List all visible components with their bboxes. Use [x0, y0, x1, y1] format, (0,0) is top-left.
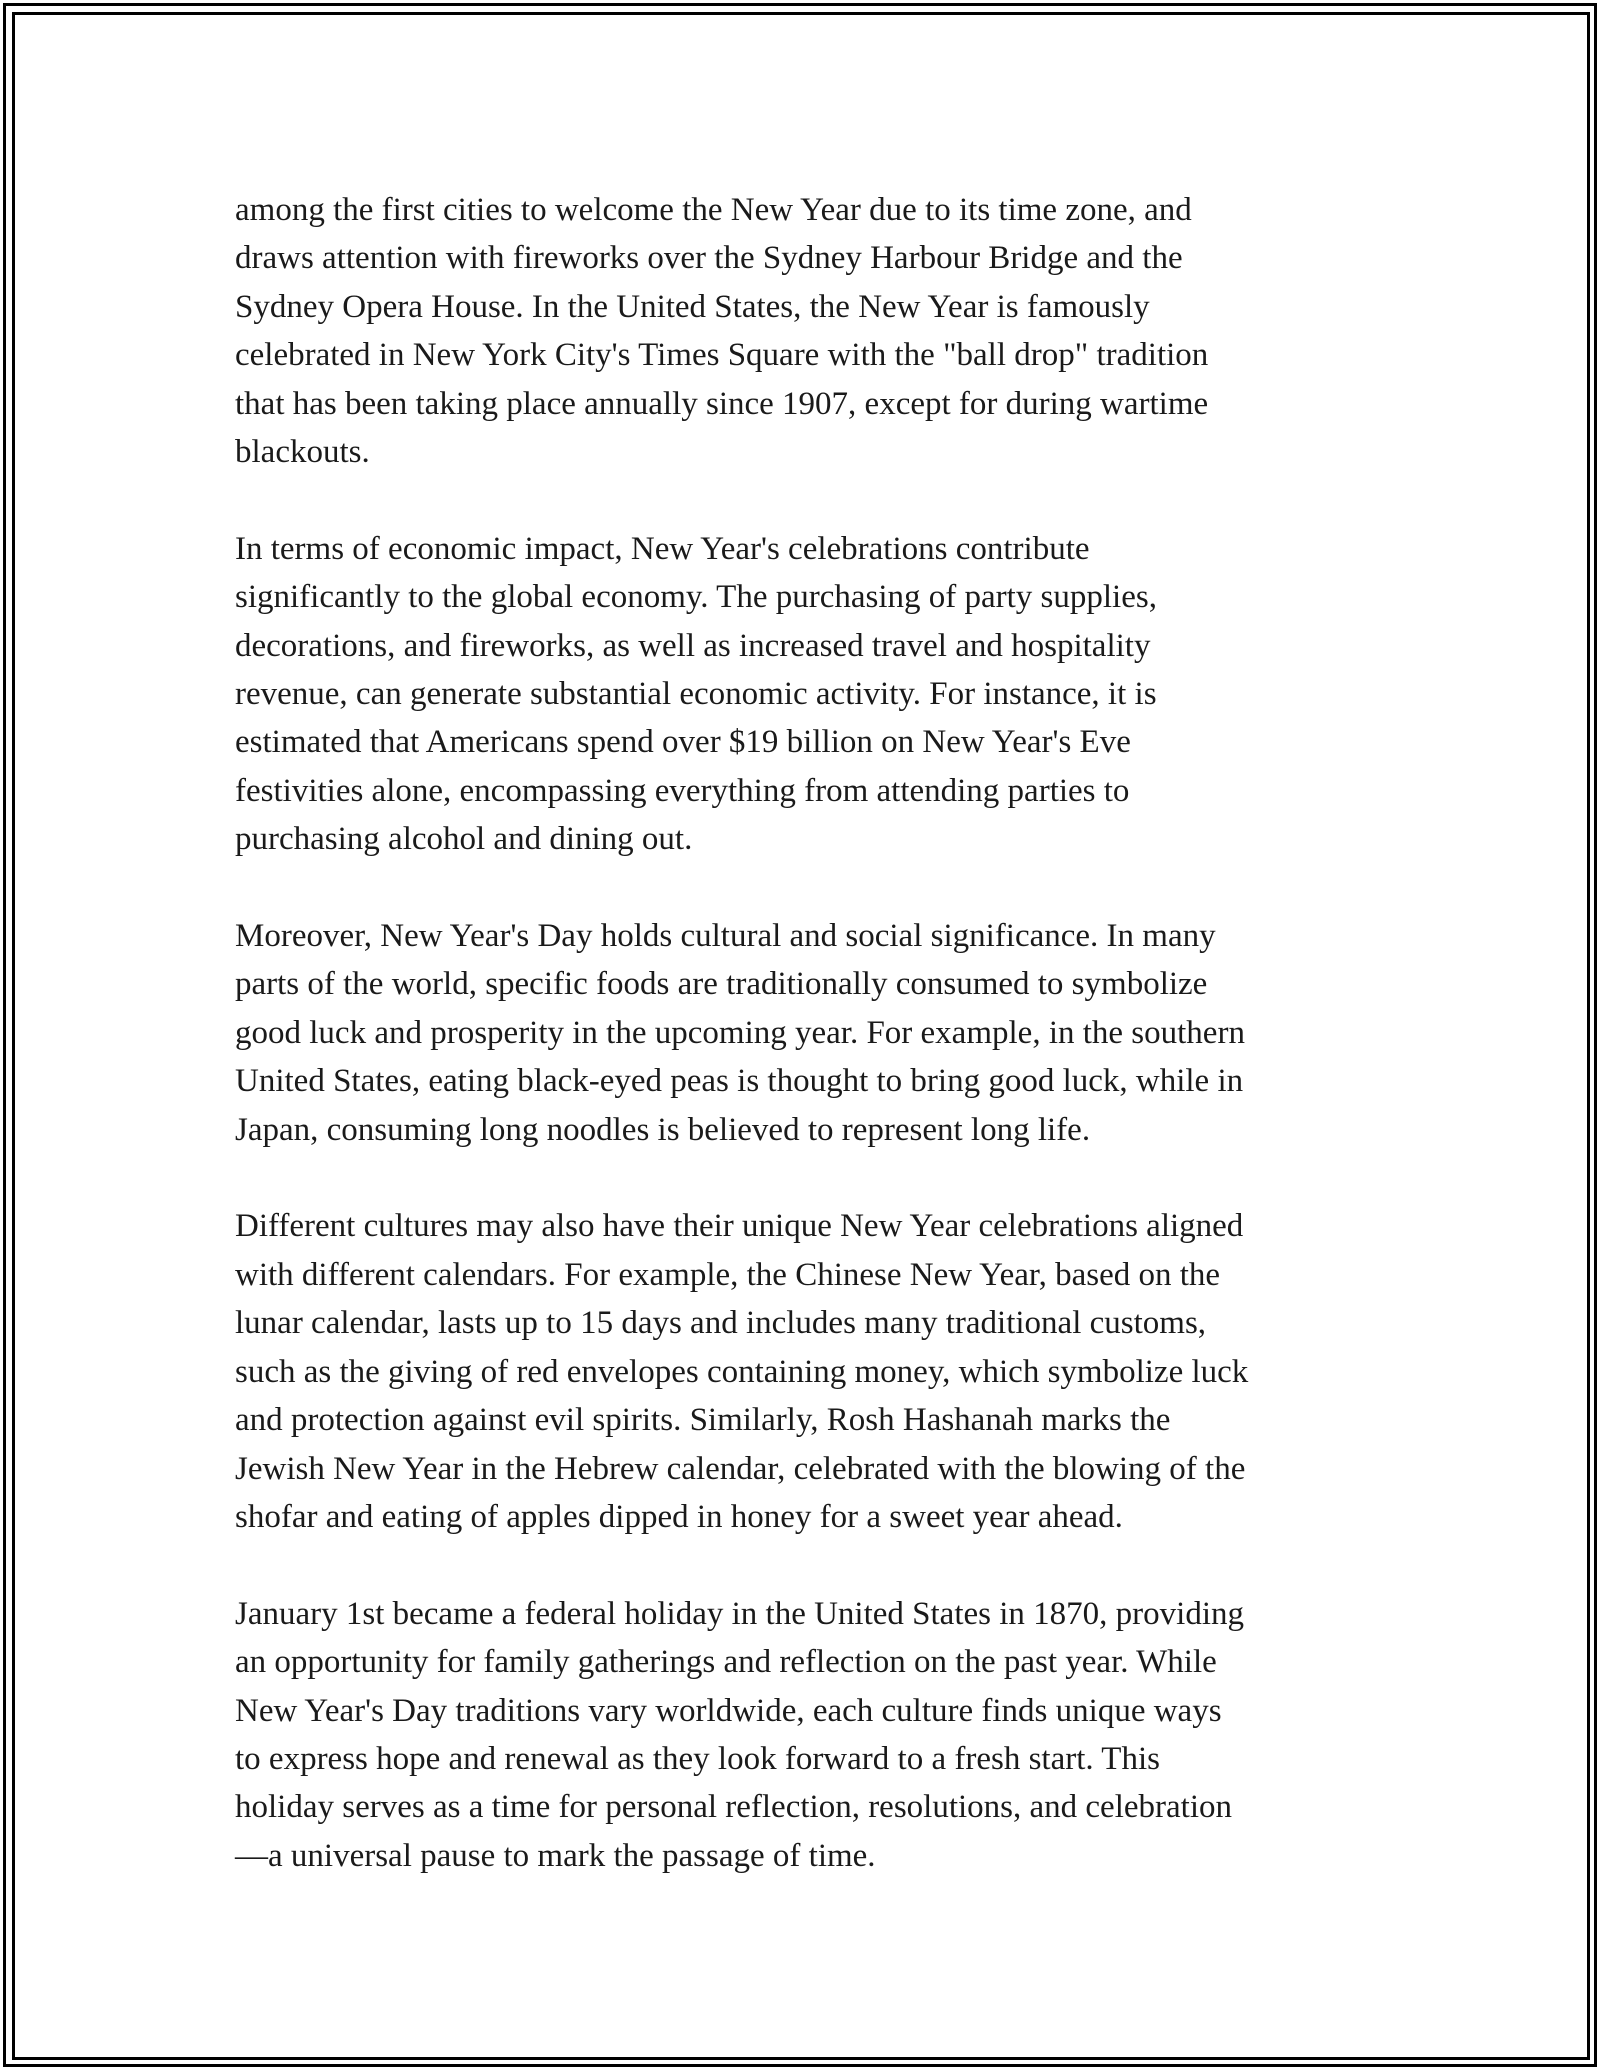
paragraph-federal-holiday: January 1st became a federal holiday in the United States in 1870, providing an opportunity for family gatherings and reflection on the past year. While New Year's Day traditions vary worldwide, each culture finds unique ways to express hope and renewal as they look forward to a fresh start. This holiday serves as a time for personal reflection, resolutions, and celebration —a universal pause to mark the passage of time.	[235, 1595, 1244, 1874]
paragraph-different-calendars: Different cultures may also have their unique New Year celebrations aligned with different calendars. For example, the Chinese New Year, based on the lunar calendar, lasts up to 15 days and includes many traditional customs, such as the giving of red envelopes containing money, which symbolize luck and protection against evil spirits. Similarly, Rosh Hashanah marks the Jewish New Year in the Hebrew calendar, celebrated with the blowing of the shofar and eating of apples dipped in honey for a sweet year ahead.	[235, 1208, 1249, 1535]
paragraph-sydney-times-square: among the first cities to welcome the New Year due to its time zone, and draws attention with fireworks over the Sydney Harbour Bridge and the Sydney Opera House. In the United States, the New Year is famously celebrated in New York City's Times Square with the "ball drop" tradition that has been taking place annually since 1907, except for during wartime blackouts.	[235, 192, 1209, 471]
paragraph-economic-impact: In terms of economic impact, New Year's celebrations contribute significantly to the global economy. The purchasing of party supplies, decorations, and fireworks, as well as increased travel and hospitality revenue, can generate substantial economic activity. For instance, it is estimated that Americans spend over $19 billion on New Year's Eve festivities alone, encompassing everything from attending parties to purchasing alcohol and dining out.	[235, 530, 1157, 858]
document-body	[235, 186, 1375, 1880]
paragraph-cultural-significance: Moreover, New Year's Day holds cultural and social significance. In many parts of the world, specific foods are traditionally consumed to symbolize good luck and prosperity in the upcoming year. For example, in the southern United States, eating black-eyed peas is thought to bring good luck, while in Japan, consuming long noodles is believed to represent long life.	[235, 918, 1245, 1148]
